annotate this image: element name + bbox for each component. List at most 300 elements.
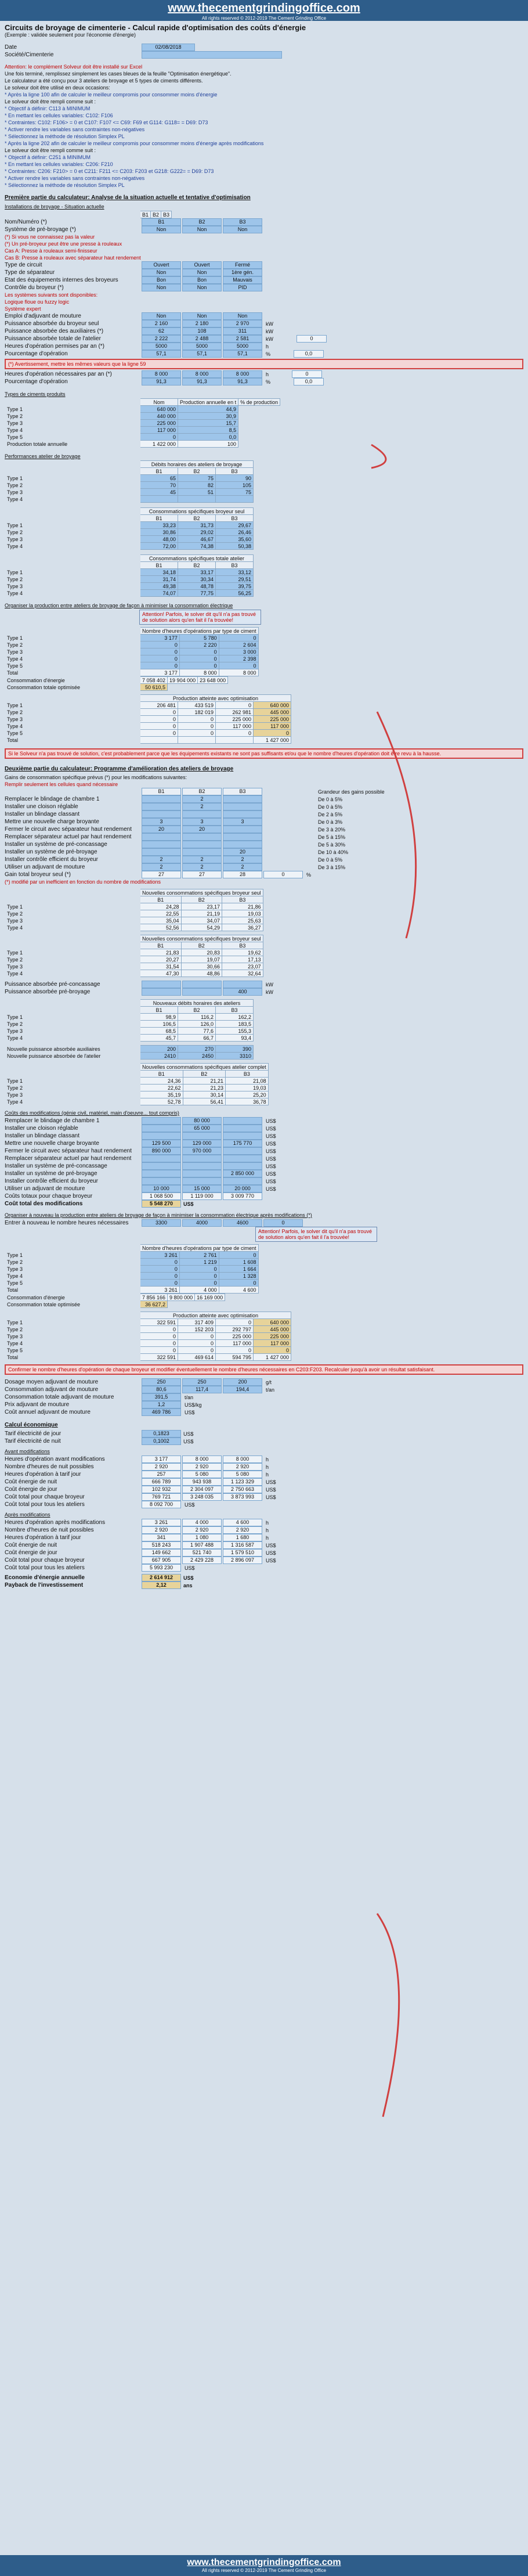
gain-input[interactable] bbox=[182, 848, 222, 856]
value-cell[interactable]: 250 bbox=[182, 1378, 222, 1386]
cell[interactable]: 31,73 bbox=[178, 522, 216, 529]
cell[interactable]: 0 bbox=[140, 1259, 180, 1266]
value-cell[interactable]: 400 bbox=[223, 988, 262, 996]
cell[interactable]: 75 bbox=[216, 489, 254, 496]
cell[interactable]: 54,29 bbox=[181, 924, 222, 931]
cell[interactable]: 225 000 bbox=[254, 1333, 291, 1340]
hours-input[interactable]: 3300 bbox=[142, 1219, 181, 1227]
cell[interactable]: 65 bbox=[140, 475, 178, 482]
cell[interactable]: 0 bbox=[219, 635, 258, 642]
value-cell[interactable]: 129 500 bbox=[142, 1140, 181, 1147]
hours-input[interactable]: 4000 bbox=[182, 1219, 222, 1227]
value-cell[interactable]: 2 581 bbox=[223, 335, 262, 343]
cell[interactable]: 33,17 bbox=[178, 569, 216, 576]
cell[interactable]: 0 bbox=[179, 655, 219, 662]
value-cell[interactable]: 943 938 bbox=[182, 1478, 222, 1486]
cell[interactable]: 0 bbox=[178, 1347, 216, 1354]
value-cell[interactable] bbox=[182, 988, 222, 996]
cell[interactable]: 34,18 bbox=[140, 569, 178, 576]
cell[interactable]: 116,2 bbox=[178, 1014, 216, 1021]
value-cell[interactable]: 2 488 bbox=[182, 335, 222, 343]
value-cell[interactable] bbox=[182, 1162, 222, 1170]
cell[interactable]: 72,00 bbox=[140, 543, 178, 550]
value-cell[interactable]: 108 bbox=[182, 327, 222, 335]
hours-input[interactable]: 4600 bbox=[223, 1219, 262, 1227]
cell[interactable]: 45,7 bbox=[140, 1035, 178, 1042]
cell[interactable]: 117 000 bbox=[140, 427, 178, 434]
cell[interactable]: 1 608 bbox=[219, 1259, 258, 1266]
value-cell[interactable]: Bon bbox=[182, 276, 222, 284]
cell[interactable]: 93,4 bbox=[216, 1035, 254, 1042]
value-cell[interactable]: 57,1 bbox=[142, 350, 181, 358]
value-cell[interactable]: 521 740 bbox=[182, 1549, 222, 1557]
value-cell[interactable] bbox=[223, 1162, 262, 1170]
gain-input[interactable] bbox=[142, 848, 181, 856]
cell[interactable]: 20,27 bbox=[140, 956, 182, 963]
value-cell[interactable]: 890 000 bbox=[142, 1147, 181, 1155]
gain-input[interactable]: 2 bbox=[142, 856, 181, 863]
cell[interactable]: 0 bbox=[216, 1319, 254, 1326]
value-cell[interactable]: 2 920 bbox=[182, 1463, 222, 1471]
cell[interactable]: 19,62 bbox=[222, 949, 263, 956]
gain-input[interactable]: 2 bbox=[182, 795, 222, 803]
value-cell[interactable]: 2 429 228 bbox=[182, 1557, 222, 1564]
cell[interactable]: 0 bbox=[140, 716, 178, 723]
cell[interactable]: 46,67 bbox=[178, 536, 216, 543]
value-cell[interactable]: 80,6 bbox=[142, 1386, 181, 1393]
value-cell[interactable]: 5 080 bbox=[182, 1471, 222, 1478]
value-cell[interactable]: 391,5 bbox=[142, 1393, 181, 1401]
value-cell[interactable]: 257 bbox=[142, 1471, 181, 1478]
value-cell[interactable]: 2 180 bbox=[182, 320, 222, 327]
cell[interactable]: 152 203 bbox=[178, 1326, 216, 1333]
cell[interactable]: 21,83 bbox=[140, 949, 182, 956]
value-cell[interactable]: 80 000 bbox=[182, 1117, 222, 1125]
value-cell[interactable]: 91,3 bbox=[142, 378, 181, 386]
gain-input[interactable]: 2 bbox=[223, 856, 262, 863]
cell[interactable]: 56,41 bbox=[183, 1098, 226, 1105]
gain-input[interactable] bbox=[142, 810, 181, 818]
cell[interactable]: 51 bbox=[178, 489, 216, 496]
gain-input[interactable] bbox=[223, 803, 262, 810]
value-cell[interactable] bbox=[142, 1125, 181, 1132]
value-cell[interactable]: 5 993 230 bbox=[142, 1564, 181, 1572]
cell[interactable]: 21,08 bbox=[226, 1078, 269, 1085]
cell[interactable]: 0 bbox=[254, 1347, 291, 1354]
cell[interactable]: 0 bbox=[140, 730, 178, 737]
cell[interactable]: 15,7 bbox=[178, 420, 238, 427]
date-input[interactable]: 02/08/2018 bbox=[142, 44, 195, 51]
site-link[interactable]: www.thecementgrindingoffice.com bbox=[168, 2, 360, 15]
cell[interactable]: 0 bbox=[179, 662, 219, 669]
value-cell[interactable]: 20 000 bbox=[223, 1185, 262, 1192]
cell[interactable]: 0 bbox=[140, 1340, 178, 1347]
value-cell[interactable]: Ouvert bbox=[142, 261, 181, 269]
value-cell[interactable] bbox=[142, 1117, 181, 1125]
gain-input[interactable]: 3 bbox=[182, 818, 222, 826]
cell[interactable]: 317 409 bbox=[178, 1319, 216, 1326]
value-cell[interactable]: Non bbox=[182, 284, 222, 291]
cell[interactable]: 48,00 bbox=[140, 536, 178, 543]
cell[interactable]: 24,28 bbox=[140, 903, 182, 910]
gain-input[interactable]: 20 bbox=[142, 826, 181, 833]
gain-input[interactable]: 2 bbox=[182, 803, 222, 810]
value-cell[interactable]: 8 000 bbox=[223, 370, 262, 378]
value-cell[interactable] bbox=[142, 1177, 181, 1185]
cell[interactable]: 74,38 bbox=[178, 543, 216, 550]
value-cell[interactable]: B3 bbox=[223, 218, 262, 226]
cell[interactable]: 440 000 bbox=[140, 413, 178, 420]
gain-input[interactable]: 3 bbox=[223, 818, 262, 826]
tariff-input[interactable]: 0,1002 bbox=[142, 1437, 181, 1445]
cell[interactable] bbox=[140, 496, 178, 503]
value-cell[interactable]: 62 bbox=[142, 327, 181, 335]
cell[interactable]: 31,54 bbox=[140, 963, 182, 970]
value-cell[interactable] bbox=[223, 1177, 262, 1185]
cell[interactable]: 0 bbox=[216, 702, 254, 709]
cell[interactable]: 182 019 bbox=[178, 709, 216, 716]
power-cell[interactable]: 2410 bbox=[140, 1053, 178, 1060]
value-cell[interactable]: 1 123 329 bbox=[223, 1478, 262, 1486]
cell[interactable]: 44,9 bbox=[178, 406, 238, 413]
value-cell[interactable]: Non bbox=[182, 269, 222, 276]
cell[interactable]: 0 bbox=[178, 1340, 216, 1347]
gain-input[interactable]: 20 bbox=[182, 826, 222, 833]
cell[interactable]: 0 bbox=[178, 723, 216, 730]
value-cell[interactable]: Non bbox=[142, 226, 181, 233]
value-cell[interactable]: PID bbox=[223, 284, 262, 291]
cell[interactable]: 445 000 bbox=[254, 1326, 291, 1333]
cell[interactable]: 26,46 bbox=[216, 529, 254, 536]
cell[interactable]: 3 000 bbox=[219, 648, 258, 655]
cell[interactable]: 0 bbox=[219, 1280, 258, 1287]
power-cell[interactable]: 200 bbox=[140, 1046, 178, 1053]
value-cell[interactable]: 3 177 bbox=[142, 1455, 181, 1463]
cell[interactable]: 35,04 bbox=[140, 917, 182, 924]
value-cell[interactable]: 469 786 bbox=[142, 1408, 181, 1416]
value-cell[interactable]: 10 000 bbox=[142, 1185, 181, 1192]
cell[interactable]: 0 bbox=[179, 1273, 219, 1280]
value-cell[interactable]: Non bbox=[142, 284, 181, 291]
gain-input[interactable] bbox=[223, 826, 262, 833]
power-cell[interactable]: 3310 bbox=[216, 1053, 254, 1060]
cell[interactable]: 20,83 bbox=[181, 949, 222, 956]
cell[interactable]: 292 797 bbox=[216, 1326, 254, 1333]
value-cell[interactable] bbox=[142, 988, 181, 996]
cell[interactable]: 262 981 bbox=[216, 709, 254, 716]
value-cell[interactable]: 1 680 bbox=[223, 1534, 262, 1541]
value-cell[interactable]: 970 000 bbox=[182, 1147, 222, 1155]
cell[interactable]: 0 bbox=[140, 1273, 180, 1280]
value-cell[interactable]: 4 600 bbox=[223, 1519, 262, 1526]
value-cell[interactable]: 2 896 097 bbox=[223, 1557, 262, 1564]
cell[interactable]: 0 bbox=[178, 716, 216, 723]
gain-input[interactable] bbox=[223, 833, 262, 841]
value-cell[interactable] bbox=[223, 1132, 262, 1140]
cell[interactable]: 117 000 bbox=[216, 1340, 254, 1347]
value-cell[interactable]: 1 907 488 bbox=[182, 1541, 222, 1549]
gain-input[interactable] bbox=[142, 841, 181, 848]
cell[interactable]: 45 bbox=[140, 489, 178, 496]
cell[interactable]: 30,9 bbox=[178, 413, 238, 420]
cell[interactable]: 0 bbox=[216, 730, 254, 737]
cell[interactable]: 0 bbox=[140, 1326, 178, 1333]
value-cell[interactable]: 2 920 bbox=[223, 1463, 262, 1471]
value-cell[interactable]: 117,4 bbox=[182, 1386, 222, 1393]
cell[interactable]: 0 bbox=[254, 730, 291, 737]
cell[interactable]: 21,21 bbox=[183, 1078, 226, 1085]
value-cell[interactable]: Bon bbox=[142, 276, 181, 284]
cell[interactable]: 74,07 bbox=[140, 590, 178, 597]
cell[interactable]: 1 328 bbox=[219, 1273, 258, 1280]
cell[interactable]: 0 bbox=[140, 723, 178, 730]
cell[interactable]: 0 bbox=[178, 730, 216, 737]
gain-input[interactable]: 2 bbox=[223, 863, 262, 871]
value-cell[interactable] bbox=[182, 1170, 222, 1177]
value-cell[interactable]: 8 000 bbox=[182, 1455, 222, 1463]
cell[interactable]: 155,3 bbox=[216, 1028, 254, 1035]
value-cell[interactable]: 2 970 bbox=[223, 320, 262, 327]
gain-input[interactable]: 2 bbox=[142, 863, 181, 871]
cell[interactable]: 35,60 bbox=[216, 536, 254, 543]
value-cell[interactable] bbox=[223, 981, 262, 988]
cell[interactable]: 98,9 bbox=[140, 1014, 178, 1021]
cell[interactable]: 70 bbox=[140, 482, 178, 489]
cell[interactable]: 22,62 bbox=[140, 1085, 183, 1091]
cell[interactable]: 105 bbox=[216, 482, 254, 489]
cell[interactable]: 0 bbox=[219, 1252, 258, 1259]
value-cell[interactable]: 8 000 bbox=[223, 1455, 262, 1463]
value-cell[interactable] bbox=[142, 1170, 181, 1177]
value-cell[interactable]: Non bbox=[142, 269, 181, 276]
value-cell[interactable] bbox=[223, 1155, 262, 1162]
cell[interactable]: 225 000 bbox=[216, 716, 254, 723]
value-cell[interactable]: Ouvert bbox=[182, 261, 222, 269]
cell[interactable]: 3 177 bbox=[140, 635, 180, 642]
value-cell[interactable]: Non bbox=[182, 226, 222, 233]
value-cell[interactable]: 2 920 bbox=[182, 1526, 222, 1534]
cell[interactable]: 82 bbox=[178, 482, 216, 489]
value-cell[interactable]: 175 770 bbox=[223, 1140, 262, 1147]
cell[interactable]: 31,74 bbox=[140, 576, 178, 583]
cell[interactable]: 225 000 bbox=[140, 420, 178, 427]
cell[interactable]: 30,34 bbox=[178, 576, 216, 583]
value-cell[interactable]: 5000 bbox=[223, 343, 262, 350]
cell[interactable]: 77,6 bbox=[178, 1028, 216, 1035]
cell[interactable]: 33,12 bbox=[216, 569, 254, 576]
cell[interactable]: 29,02 bbox=[178, 529, 216, 536]
value-cell[interactable]: 8 092 700 bbox=[142, 1501, 181, 1508]
cell[interactable]: 36,27 bbox=[222, 924, 263, 931]
value-cell[interactable]: 1,2 bbox=[142, 1401, 181, 1408]
value-cell[interactable]: 91,3 bbox=[182, 378, 222, 386]
value-cell[interactable] bbox=[182, 1132, 222, 1140]
value-cell[interactable]: 2 222 bbox=[142, 335, 181, 343]
cell[interactable]: 1 219 bbox=[179, 1259, 219, 1266]
value-cell[interactable]: 1 316 587 bbox=[223, 1541, 262, 1549]
value-cell[interactable]: 1 579 510 bbox=[223, 1549, 262, 1557]
cell[interactable]: 0 bbox=[140, 1266, 180, 1273]
value-cell[interactable]: 1 080 bbox=[182, 1534, 222, 1541]
cell[interactable]: 35,19 bbox=[140, 1091, 183, 1098]
value-cell[interactable]: 2 920 bbox=[142, 1463, 181, 1471]
cell[interactable]: 68,5 bbox=[140, 1028, 178, 1035]
cell[interactable]: 48,86 bbox=[181, 970, 222, 977]
cell[interactable]: 56,25 bbox=[216, 590, 254, 597]
cell[interactable]: 23,17 bbox=[181, 903, 222, 910]
cell[interactable]: 30,86 bbox=[140, 529, 178, 536]
cell[interactable]: 52,56 bbox=[140, 924, 182, 931]
value-cell[interactable]: 5000 bbox=[182, 343, 222, 350]
cell[interactable]: 433 519 bbox=[178, 702, 216, 709]
cell[interactable]: 126,0 bbox=[178, 1021, 216, 1028]
value-cell[interactable]: 65 000 bbox=[182, 1125, 222, 1132]
cell[interactable]: 25,20 bbox=[226, 1091, 269, 1098]
cell[interactable]: 225 000 bbox=[254, 716, 291, 723]
cell[interactable]: 2 604 bbox=[219, 642, 258, 648]
gain-input[interactable] bbox=[223, 795, 262, 803]
value-cell[interactable]: 341 bbox=[142, 1534, 181, 1541]
gain-input[interactable] bbox=[182, 810, 222, 818]
footer-site-link[interactable]: www.thecementgrindingoffice.com bbox=[187, 2557, 341, 2567]
cell[interactable]: 225 000 bbox=[216, 1333, 254, 1340]
cell[interactable]: 21,23 bbox=[183, 1085, 226, 1091]
cell[interactable]: 75 bbox=[178, 475, 216, 482]
gain-input[interactable] bbox=[182, 841, 222, 848]
cell[interactable]: 106,5 bbox=[140, 1021, 178, 1028]
gain-input[interactable]: 2 bbox=[182, 863, 222, 871]
cell[interactable]: 0 bbox=[140, 642, 180, 648]
cell[interactable]: 640 000 bbox=[140, 406, 178, 413]
value-cell[interactable] bbox=[182, 981, 222, 988]
cell[interactable]: 2 761 bbox=[179, 1252, 219, 1259]
cell[interactable]: 30,66 bbox=[181, 963, 222, 970]
value-cell[interactable]: Non bbox=[182, 312, 222, 320]
cell[interactable]: 0 bbox=[140, 709, 178, 716]
cell[interactable]: 0 bbox=[140, 1347, 178, 1354]
power-cell[interactable]: 2450 bbox=[178, 1053, 216, 1060]
value-cell[interactable] bbox=[223, 1147, 262, 1155]
cell[interactable]: 1 664 bbox=[219, 1266, 258, 1273]
value-cell[interactable]: 8 000 bbox=[142, 370, 181, 378]
value-cell[interactable] bbox=[182, 1155, 222, 1162]
value-cell[interactable]: 200 bbox=[223, 1378, 262, 1386]
gain-input[interactable] bbox=[182, 833, 222, 841]
cell[interactable]: 3 261 bbox=[140, 1252, 180, 1259]
gain-input[interactable] bbox=[142, 795, 181, 803]
value-cell[interactable]: 4 000 bbox=[182, 1519, 222, 1526]
value-cell[interactable]: Non bbox=[223, 312, 262, 320]
cell[interactable]: 32,64 bbox=[222, 970, 263, 977]
value-cell[interactable] bbox=[223, 1125, 262, 1132]
cell[interactable]: 2 398 bbox=[219, 655, 258, 662]
cell[interactable]: 0 bbox=[179, 648, 219, 655]
value-cell[interactable] bbox=[223, 1117, 262, 1125]
value-cell[interactable]: 666 789 bbox=[142, 1478, 181, 1486]
value-cell[interactable]: 3 261 bbox=[142, 1519, 181, 1526]
value-cell[interactable]: 2 920 bbox=[142, 1526, 181, 1534]
power-cell[interactable]: 270 bbox=[178, 1046, 216, 1053]
value-cell[interactable]: B1 bbox=[142, 218, 181, 226]
cell[interactable]: 322 591 bbox=[140, 1319, 178, 1326]
value-cell[interactable]: Mauvais bbox=[223, 276, 262, 284]
value-cell[interactable]: Fermé bbox=[223, 261, 262, 269]
value-cell[interactable] bbox=[142, 981, 181, 988]
cell[interactable]: 22,55 bbox=[140, 910, 182, 917]
value-cell[interactable]: 194,4 bbox=[223, 1386, 262, 1393]
cell[interactable]: 30,14 bbox=[183, 1091, 226, 1098]
cell[interactable]: 17,13 bbox=[222, 956, 263, 963]
power-cell[interactable]: 390 bbox=[216, 1046, 254, 1053]
value-cell[interactable] bbox=[142, 1162, 181, 1170]
gain-input[interactable] bbox=[142, 803, 181, 810]
cell[interactable]: 0 bbox=[179, 1266, 219, 1273]
cell[interactable]: 640 000 bbox=[254, 1319, 291, 1326]
cell[interactable]: 0,0 bbox=[178, 434, 238, 441]
cell[interactable]: 0 bbox=[140, 662, 180, 669]
cell[interactable] bbox=[178, 496, 216, 503]
cell[interactable]: 8,5 bbox=[178, 427, 238, 434]
cell[interactable]: 47,30 bbox=[140, 970, 182, 977]
tariff-input[interactable]: 0,1823 bbox=[142, 1430, 181, 1437]
value-cell[interactable]: 57,1 bbox=[182, 350, 222, 358]
gain-input[interactable] bbox=[223, 810, 262, 818]
value-cell[interactable]: 102 932 bbox=[142, 1486, 181, 1493]
value-cell[interactable]: 2 920 bbox=[223, 1526, 262, 1534]
value-cell[interactable]: 15 000 bbox=[182, 1185, 222, 1192]
cell[interactable]: 206 481 bbox=[140, 702, 178, 709]
cell[interactable]: 50,38 bbox=[216, 543, 254, 550]
cell[interactable]: 39,75 bbox=[216, 583, 254, 590]
cell[interactable]: 445 000 bbox=[254, 709, 291, 716]
cell[interactable]: 0 bbox=[140, 648, 180, 655]
cell[interactable]: 77,75 bbox=[178, 590, 216, 597]
cell[interactable]: 162,2 bbox=[216, 1014, 254, 1021]
hours-input[interactable]: 0 bbox=[263, 1219, 303, 1227]
cell[interactable]: 21,86 bbox=[222, 903, 263, 910]
cell[interactable]: 36,78 bbox=[226, 1098, 269, 1105]
value-cell[interactable] bbox=[182, 1177, 222, 1185]
value-cell[interactable]: 2 304 097 bbox=[182, 1486, 222, 1493]
value-cell[interactable]: Non bbox=[223, 226, 262, 233]
cell[interactable]: 183,5 bbox=[216, 1021, 254, 1028]
cell[interactable]: 23,07 bbox=[222, 963, 263, 970]
cell[interactable]: 90 bbox=[216, 475, 254, 482]
value-cell[interactable]: 3 248 035 bbox=[182, 1493, 222, 1501]
value-cell[interactable] bbox=[142, 1155, 181, 1162]
value-cell[interactable]: 311 bbox=[223, 327, 262, 335]
cell[interactable]: 34,07 bbox=[181, 917, 222, 924]
value-cell[interactable]: 769 721 bbox=[142, 1493, 181, 1501]
value-cell[interactable]: 5000 bbox=[142, 343, 181, 350]
cell[interactable]: 21,19 bbox=[181, 910, 222, 917]
cell[interactable]: 0 bbox=[179, 1280, 219, 1287]
cell[interactable]: 0 bbox=[140, 434, 178, 441]
value-cell[interactable]: 8 000 bbox=[182, 370, 222, 378]
value-cell[interactable]: 667 905 bbox=[142, 1557, 181, 1564]
value-cell[interactable]: 57,1 bbox=[223, 350, 262, 358]
value-cell[interactable]: 2 850 000 bbox=[223, 1170, 262, 1177]
cell[interactable] bbox=[216, 496, 254, 503]
cell[interactable]: 5 780 bbox=[179, 635, 219, 642]
cell[interactable]: 0 bbox=[178, 1333, 216, 1340]
value-cell[interactable]: Non bbox=[142, 312, 181, 320]
value-cell[interactable]: 2 750 663 bbox=[223, 1486, 262, 1493]
gain-input[interactable]: 20 bbox=[223, 848, 262, 856]
gain-input[interactable] bbox=[223, 841, 262, 848]
value-cell[interactable]: 91,3 bbox=[223, 378, 262, 386]
cell[interactable]: 24,36 bbox=[140, 1078, 183, 1085]
